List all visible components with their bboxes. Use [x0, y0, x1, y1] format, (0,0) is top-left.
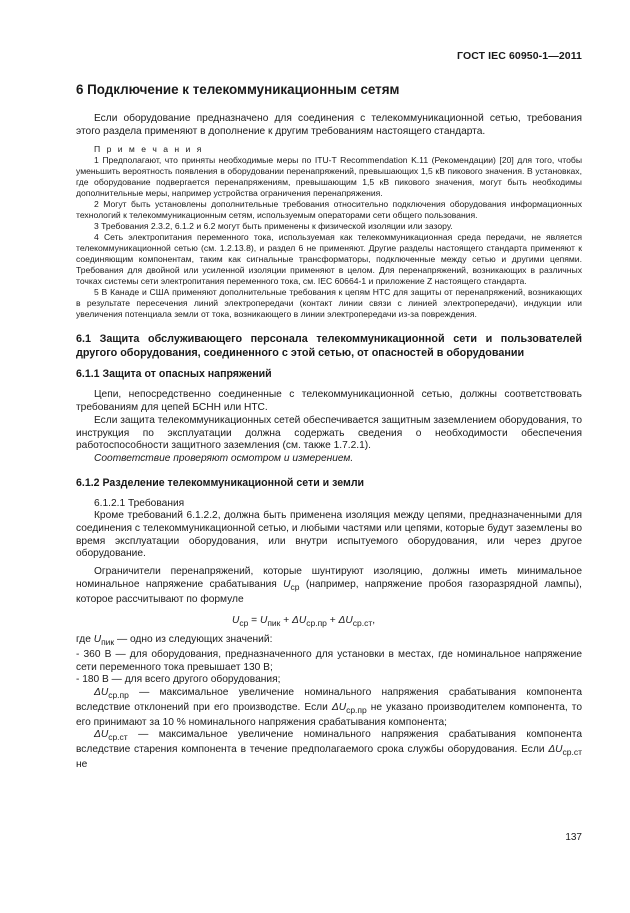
- notes-block: [76, 144, 582, 320]
- formula-term-2: ΔU: [292, 615, 307, 627]
- formula: [76, 614, 582, 630]
- formula-plus: +: [326, 615, 339, 627]
- text: — максимальное увеличение номинального напряжения срабатывания компонента вследствие отклонений при его производстве. Если: [76, 687, 582, 713]
- subscript: ср.ст: [108, 732, 128, 743]
- option-180v: - 180 В — для всего другого оборудования;: [76, 674, 281, 686]
- formula-lhs-sub: ср: [239, 618, 249, 629]
- subscript: ср.пр: [346, 704, 367, 715]
- symbol: U: [93, 634, 102, 646]
- definition-delta-pr: [76, 687, 582, 729]
- formula-end: ,: [372, 615, 376, 627]
- text: где: [76, 634, 94, 646]
- where-line: [76, 634, 582, 649]
- subsection-6-1-2-title: 6.1.2 Разделение телекоммуникационной сети и земли: [76, 476, 365, 489]
- subscript: ср: [290, 581, 300, 592]
- subscript: пик: [101, 637, 115, 648]
- paragraph-6-1-2-1: Кроме требований 6.1.2.2, должна быть применена изоляция между цепями, предназначенными для соединения с телекоммуникационной сетью, и любыми частями или цепями, которые будут заземлены во время эксплуатации оборудования, или внутри испытуемого оборудования, или через другое оборудование.: [76, 510, 582, 560]
- section-intro: Если оборудование предназначено для соединения с телекоммуникационной сетью, требования этого раздела применяют в дополнение к другим требованиям настоящего стандарта.: [76, 113, 582, 137]
- text: Ограничители перенапряжений, которые шунтируют изоляцию, должны иметь минимальное номинальное напряжение срабатывания: [76, 566, 582, 590]
- compliance-check: Соответствие проверяют осмотром и измерением.: [94, 452, 354, 464]
- formula-term-1: U: [259, 615, 268, 627]
- subscript: ср.пр: [108, 690, 129, 701]
- formula-term-1-sub: пик: [267, 618, 281, 629]
- text: не указано производителем компонента, то его принимают за 10 % номинального напряжения срабатывания компонента;: [76, 701, 582, 728]
- symbol: ΔU: [94, 729, 109, 741]
- definition-delta-st: [76, 729, 582, 771]
- symbol: ΔU: [548, 744, 563, 756]
- paragraph-6-1-1-1: Цепи, непосредственно соединенные с телекоммуникационной сетью, должны соответствовать требованиям для цепей БСНН или НТС.: [76, 389, 582, 414]
- page-content: [76, 82, 582, 772]
- page-number: 137: [565, 832, 582, 843]
- text: (например, напряжение пробоя газоразрядной лампы), которое рассчитывают по формуле: [76, 578, 582, 605]
- note-4: 4 Сеть электропитания переменного тока, используемая как телекоммуникационная среда передачи, не является телекоммуникационной сетью (см. 1.2.13.8), и раздел 6 не применяют. Другие разделы настоящего стандарта применяют к соединяющим компонентам, таким как сигнальные трансформаторы, подключенные между сетью и другими цепями. Требования для двойной или усиленной изоляции применяют в целом. Для перенапряжений, возникающих в различных точках системы сети электропитания переменного тока, см. IEC 60664-1 и приложение Z настоящего стандарта.: [76, 232, 582, 287]
- text: — одно из следующих значений:: [114, 634, 273, 646]
- formula-term-3: ΔU: [338, 615, 353, 627]
- symbol: ΔU: [94, 687, 109, 699]
- subsection-6-1-1-title: 6.1.1 Защита от опасных напряжений: [76, 368, 272, 381]
- subsection-6-1-2-1-title: 6.1.2.1 Требования: [94, 497, 185, 509]
- formula-eq: =: [248, 615, 260, 627]
- notes-heading: П р и м е ч а н и я: [94, 144, 204, 155]
- subsection-6-1-title: 6.1 Защита обслуживающего персонала телекоммуникационной сети и пользователей другого оборудования, соединенного с этой сетью, от опасностей в оборудовании: [76, 333, 582, 359]
- option-360v: - 360 В — для оборудования, предназначенного для установки в местах, где номинальное напряжение сети переменного тока превышает 130 В;: [76, 649, 582, 673]
- paragraph-6-1-1-2: Если защита телекоммуникационных сетей обеспечивается защитным заземлением оборудования, то инструкция по эксплуатации должна содержать сведения о необходимости обеспечения работоспособности защитного заземления (см. также 1.7.2.1).: [76, 414, 582, 452]
- text: — максимальное увеличение номинального напряжения срабатывания компонента вследствие старения компонента в течение предполагаемого срока службы оборудования. Если: [76, 729, 582, 756]
- symbol: U: [283, 578, 291, 590]
- paragraph-6-1-2-2: [76, 566, 582, 606]
- text: не: [76, 758, 88, 770]
- formula-plus: +: [280, 615, 293, 627]
- formula-term-2-sub: ср.пр: [306, 618, 327, 629]
- formula-lhs: U: [232, 615, 240, 627]
- formula-term-3-sub: ср.ст: [352, 618, 373, 629]
- subscript: ср.ст: [562, 747, 582, 758]
- standard-header: ГОСТ IEC 60950-1—2011: [457, 50, 582, 62]
- section-title: 6 Подключение к телекоммуникационным сетям: [76, 82, 400, 97]
- symbol: ΔU: [331, 701, 347, 713]
- note-3: 3 Требования 2.3.2, 6.1.2 и 6.2 могут быть применены к физической изоляции или зазору.: [94, 221, 453, 232]
- note-5: 5 В Канаде и США применяют дополнительные требования к цепям НТС для защиты от перенапряжений, возникающих в результате пересечения линий электропередачи (контакт линии связи с линией электропередачи), индукции или увеличения потенциала земли от тока, возникающего в линии электропередачи из-за повреждения.: [76, 287, 582, 320]
- note-1: 1 Предполагают, что приняты необходимые меры по ITU-T Recommendation K.11 (Рекомендации) [20] для того, чтобы уменьшить вероятность появления в оборудовании перенапряжений, превышающих 1,5 кВ пикового значения. В установках, где оборудование подвергается перенапряжениям, превышающим 1,5 кВ пикового значения, могут быть необходимы дополнительные меры, например устройства ограничения перенапряжения.: [76, 155, 582, 199]
- note-2: 2 Могут быть установлены дополнительные требования относительно подключения оборудования информационных технологий к телекоммуникационным сетям, используемым операторами сети общего пользования.: [76, 199, 582, 221]
